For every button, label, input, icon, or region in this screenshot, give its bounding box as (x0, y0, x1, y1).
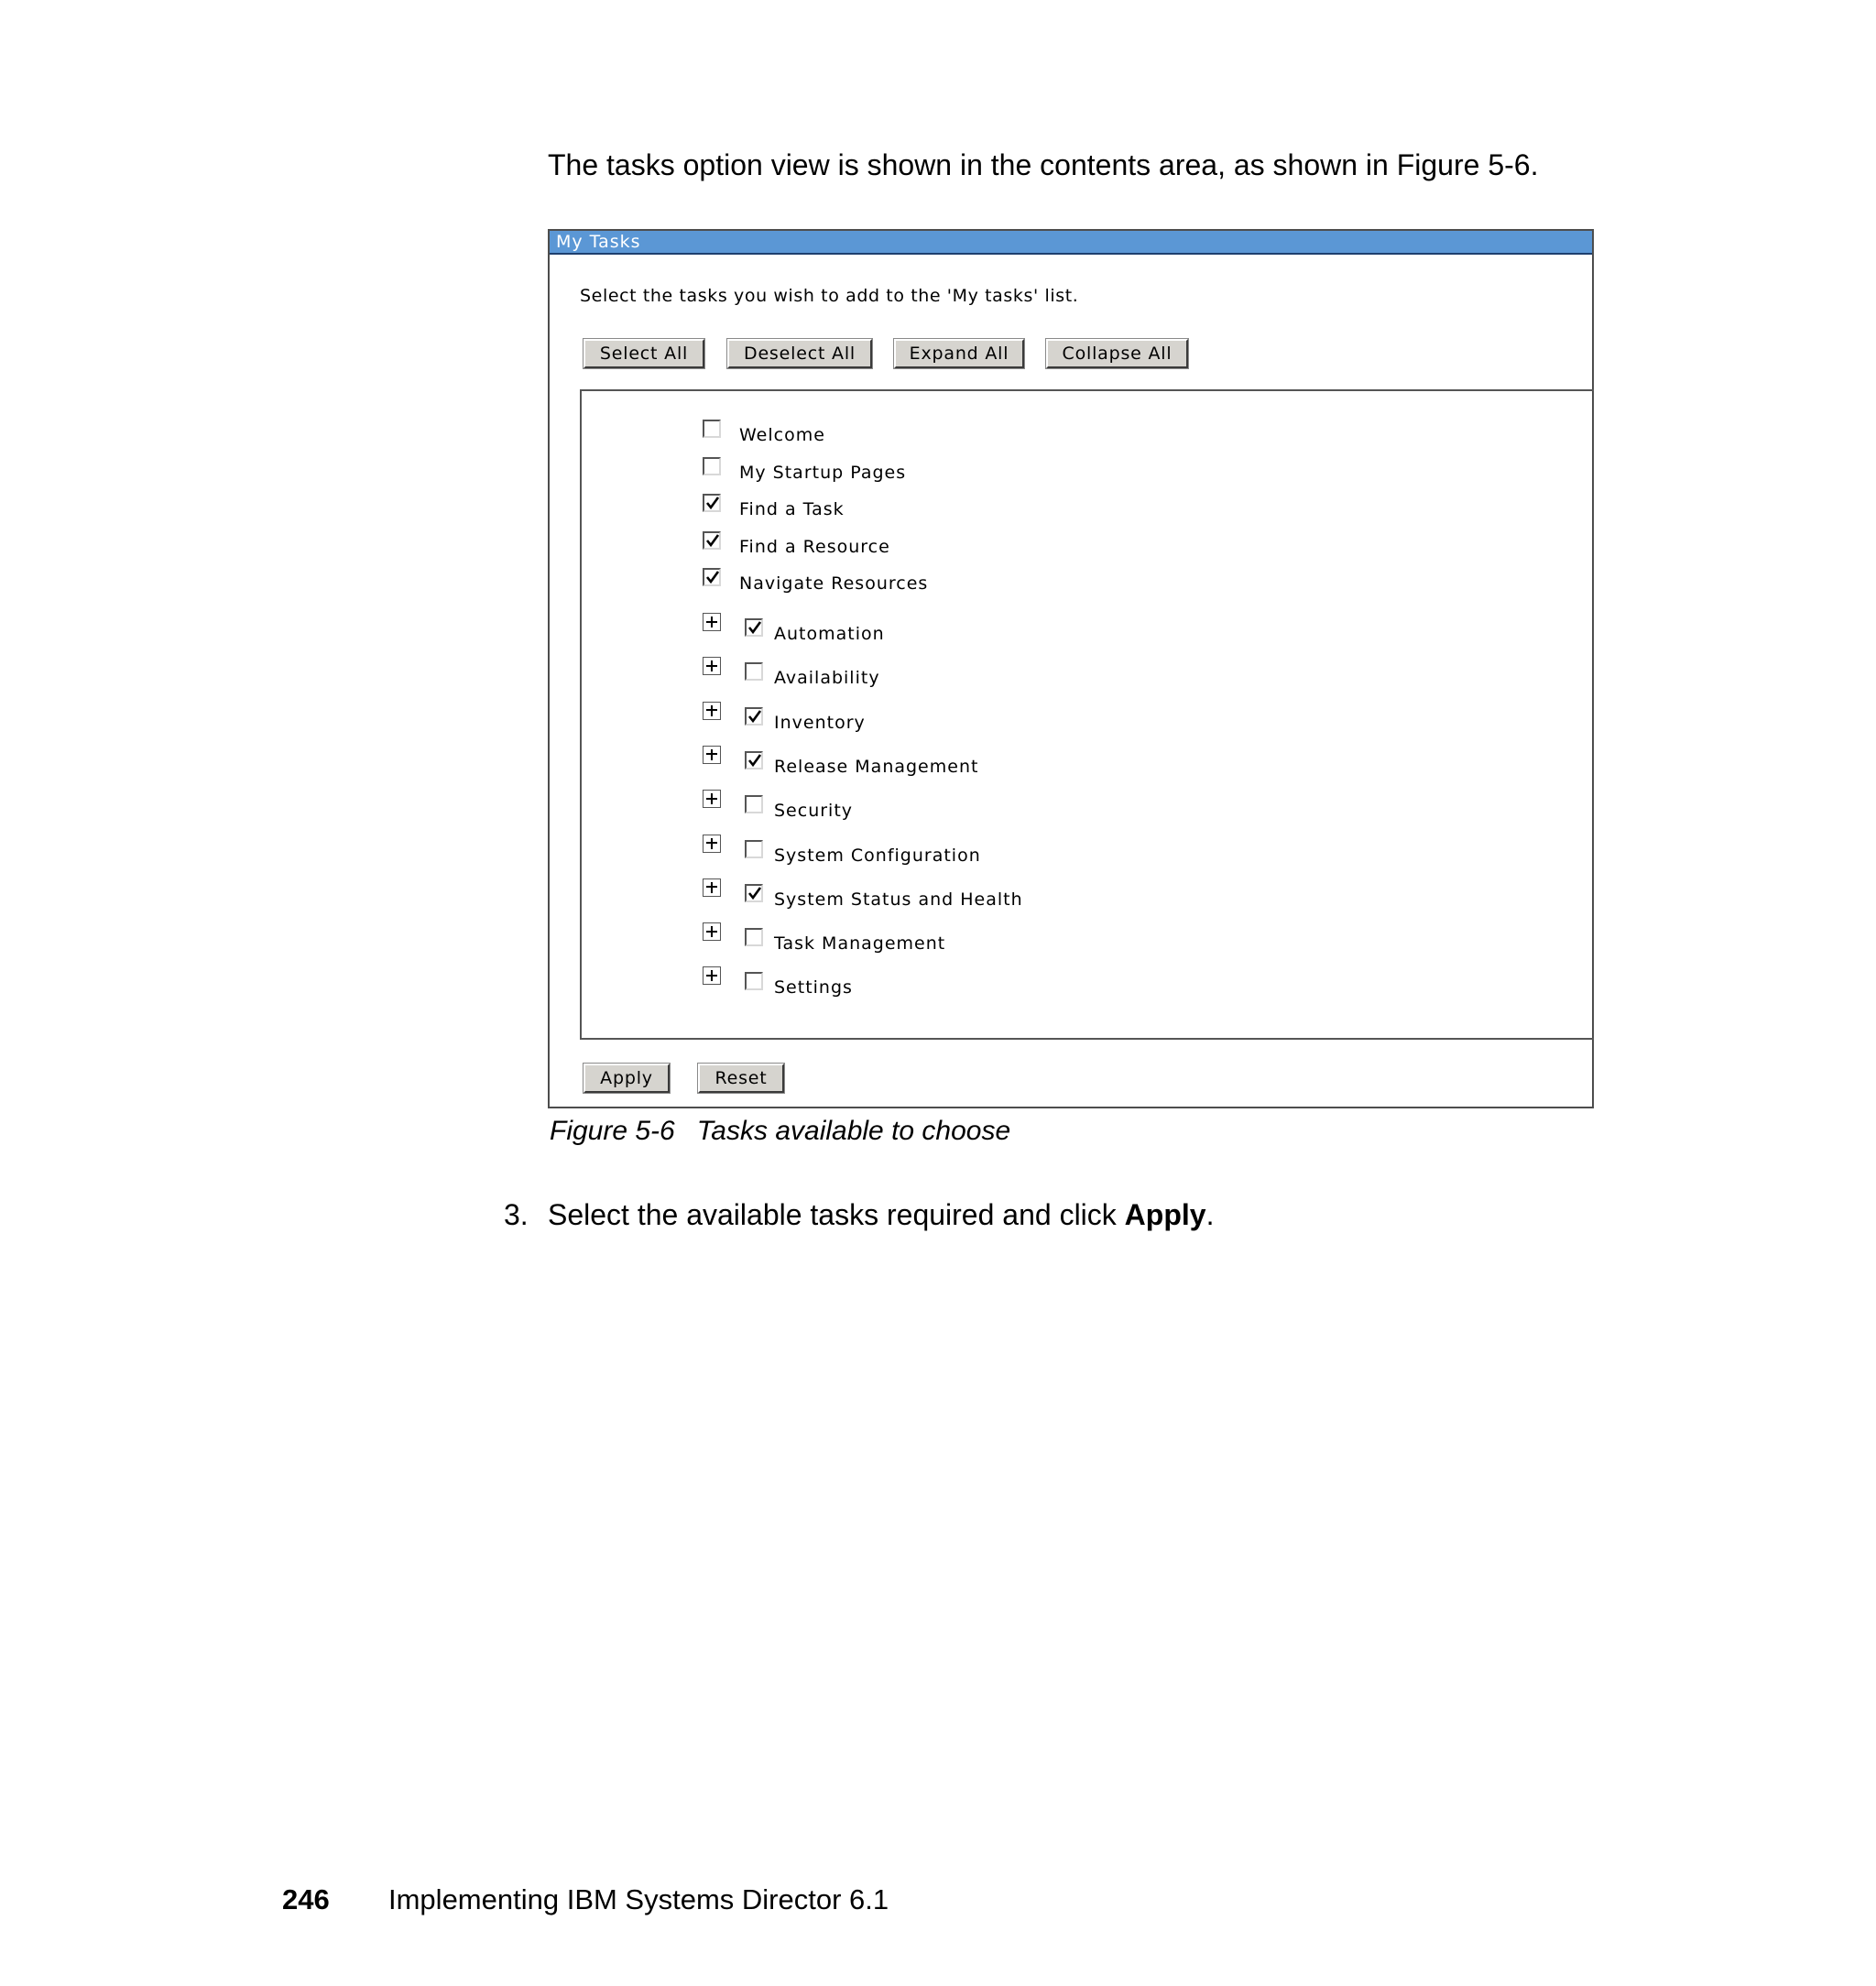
checkbox-unchecked[interactable] (745, 840, 763, 858)
expand-plus-icon[interactable] (703, 702, 721, 720)
checkbox-checked[interactable] (745, 618, 763, 637)
step-instruction (504, 1195, 1214, 1235)
task-row (582, 420, 1406, 447)
task-label: Task Management (774, 933, 946, 955)
expand-plus-icon[interactable] (703, 922, 721, 941)
reset-button[interactable]: Reset (698, 1064, 784, 1093)
task-row (582, 744, 1406, 777)
checkbox-checked[interactable] (745, 707, 763, 726)
figure-caption (550, 1116, 1010, 1147)
expand-plus-icon[interactable] (703, 657, 721, 675)
book-title: Implementing IBM Systems Director 6.1 (388, 1883, 889, 1915)
panel-title: My Tasks (550, 231, 1592, 255)
task-label: Release Management (774, 756, 979, 777)
task-row (582, 611, 1406, 644)
task-row (582, 568, 1406, 595)
step-number: 3. (504, 1198, 529, 1231)
task-label: Inventory (774, 712, 866, 733)
intro-paragraph: The tasks option view is shown in the contents area, as shown in Figure 5-6. (548, 148, 1539, 181)
expand-plus-icon[interactable] (703, 966, 721, 985)
step-bold-apply: Apply (1124, 1198, 1206, 1231)
checkbox-checked[interactable] (703, 494, 721, 512)
task-row (582, 700, 1406, 733)
my-tasks-panel (548, 229, 1594, 1108)
collapse-all-button[interactable]: Collapse All (1046, 339, 1188, 368)
task-row (582, 457, 1406, 485)
task-label: Availability (774, 668, 880, 689)
checkbox-checked[interactable] (703, 568, 721, 586)
expand-plus-icon[interactable] (703, 835, 721, 853)
checkbox-unchecked[interactable] (745, 972, 763, 990)
figure-number: Figure 5-6 (550, 1116, 675, 1146)
figure-caption-text: Tasks available to choose (696, 1116, 1011, 1146)
task-label: System Status and Health (774, 889, 1023, 910)
task-label: Automation (774, 624, 885, 644)
panel-instruction: Select the tasks you wish to add to the 'My tasks' list. (580, 286, 1079, 306)
task-tree (580, 389, 1594, 1040)
task-row (582, 921, 1406, 955)
checkbox-unchecked[interactable] (703, 457, 721, 475)
task-row (582, 877, 1406, 910)
expand-all-button[interactable]: Expand All (894, 339, 1024, 368)
task-row (582, 531, 1406, 559)
task-row (582, 788, 1406, 822)
task-row (582, 494, 1406, 521)
task-label: Find a Resource (739, 537, 890, 557)
task-label: Welcome (739, 425, 825, 445)
checkbox-unchecked[interactable] (745, 795, 763, 813)
task-row (582, 655, 1406, 689)
checkbox-checked[interactable] (703, 531, 721, 550)
step-text-end: . (1205, 1198, 1215, 1231)
task-row (582, 965, 1406, 998)
task-label: Settings (774, 977, 853, 998)
checkbox-unchecked[interactable] (745, 662, 763, 681)
page-footer (282, 1883, 889, 1916)
task-label: My Startup Pages (739, 463, 907, 483)
deselect-all-button[interactable]: Deselect All (727, 339, 872, 368)
page-number: 246 (282, 1883, 330, 1915)
expand-plus-icon[interactable] (703, 746, 721, 764)
checkbox-unchecked[interactable] (745, 928, 763, 946)
expand-plus-icon[interactable] (703, 878, 721, 897)
task-label: Security (774, 801, 854, 822)
apply-button[interactable]: Apply (584, 1064, 670, 1093)
task-row (582, 833, 1406, 866)
task-label: System Configuration (774, 845, 981, 866)
checkbox-checked[interactable] (745, 751, 763, 769)
step-text: Select the available tasks required and click (548, 1198, 1125, 1231)
task-label: Find a Task (739, 499, 845, 519)
expand-plus-icon[interactable] (703, 613, 721, 631)
select-all-button[interactable]: Select All (584, 339, 704, 368)
checkbox-unchecked[interactable] (703, 420, 721, 438)
expand-plus-icon[interactable] (703, 790, 721, 808)
task-label: Navigate Resources (739, 573, 929, 594)
checkbox-checked[interactable] (745, 884, 763, 902)
